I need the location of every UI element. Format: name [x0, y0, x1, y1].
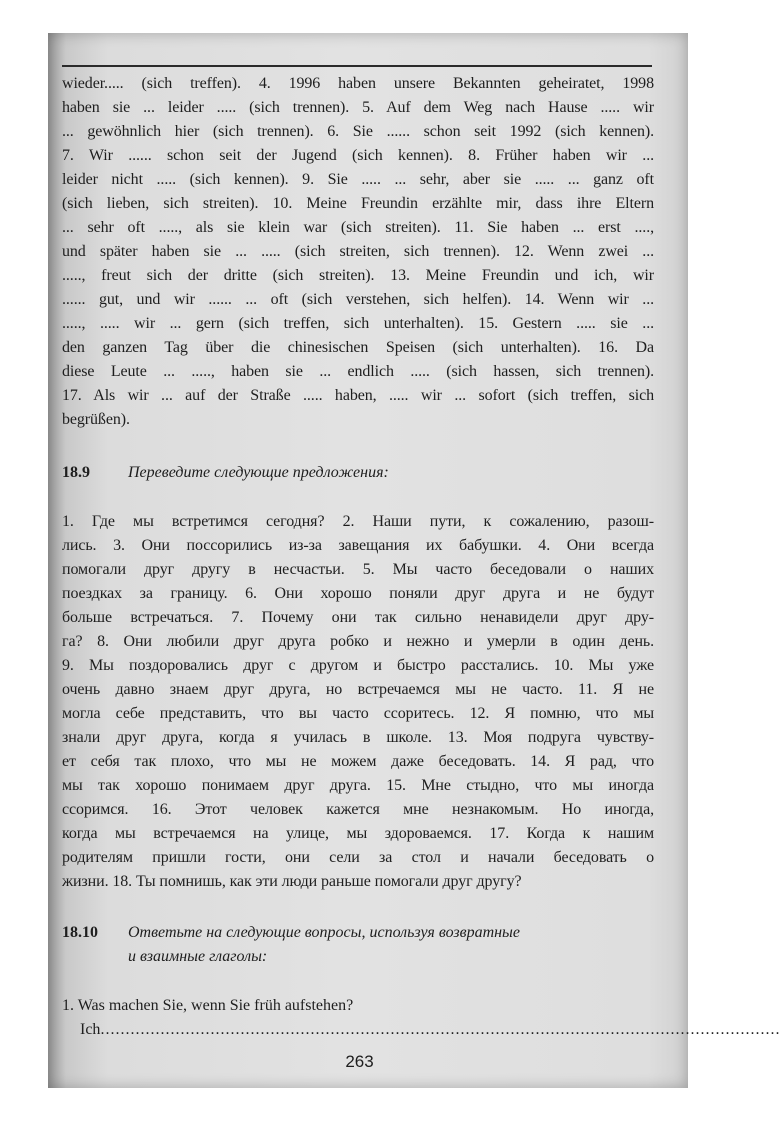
text-line: 9. Мы поздоровались друг с другом и быстро расстались. 10. Мы уже — [62, 657, 654, 674]
text-line: поездках за границу. 6. Они хорошо поняли друг друга и не будут — [62, 585, 654, 602]
text-line: когда мы встречаемся на улице, мы здороваемся. 17. Когда к нашим — [62, 825, 654, 842]
exercise-question: 1. Was machen Sie, wenn Sie früh aufstehen? — [62, 997, 354, 1014]
exercise-18-10-heading — [62, 922, 520, 944]
text-line: 7. Wir ...... schon seit der Jugend (sich kennen). 8. Früher haben wir ... — [62, 147, 654, 164]
exercise-18-10-heading-line2 — [128, 946, 267, 968]
text-line: ...... gut, und wir ...... ... oft (sich verstehen, sich helfen). 14. Wenn wir ... — [62, 291, 654, 308]
exercise-18-9-heading — [62, 462, 389, 484]
text-line: (sich lieben, sich streiten). 10. Meine Freundin erzählte mir, dass ihre Eltern — [62, 195, 654, 212]
text-line: den ganzen Tag über die chinesischen Speisen (sich unterhalten). 16. Da — [62, 339, 654, 356]
text-line: begrüßen). — [62, 411, 130, 428]
text-line: очень давно знаем друг друга, но встречаемся мы не часто. 11. Я не — [62, 681, 654, 698]
page-number: 263 — [345, 1052, 374, 1071]
text-line: больше встречаться. 7. Почему они так сильно ненавидели друг дру- — [62, 609, 654, 626]
text-line: ... sehr oft ....., als sie klein war (sich streiten). 11. Sie haben ... erst ...., — [62, 219, 654, 236]
answer-dots: ........................................................................................................................................ — [100, 1021, 780, 1038]
text-line: родителям пришли гости, они сели за стол и начали беседовать о — [62, 849, 654, 866]
text-line: ет себя так плохо, что мы не можем даже беседовать. 14. Я рад, что — [62, 753, 654, 770]
exercise-title-continued: и взаимные глаголы: — [128, 948, 268, 965]
text-line: ссоримся. 16. Этот человек кажется мне незнакомым. Но иногда, — [62, 801, 654, 818]
answer-start: Ich — [80, 1021, 101, 1038]
text-line: знали друг друга, когда я училась в школе. 13. Моя подруга чувству- — [62, 729, 654, 746]
text-line: wieder..... (sich treffen). 4. 1996 haben unsere Bekannten geheiratet, 1998 — [62, 75, 654, 92]
exercise-number: 18.10 — [62, 924, 98, 941]
text-line: und später haben sie ... ..... (sich streiten, sich trennen). 12. Wenn zwei ... — [62, 243, 654, 260]
text-line: жизни. 18. Ты помнишь, как эти люди раньше помогали друг другу? — [62, 873, 522, 890]
text-line: мы так хорошо понимаем друг друга. 15. Мне стыдно, что мы иногда — [62, 777, 654, 794]
text-line: diese Leute ... ....., haben sie ... endlich ..... (sich hassen, sich trennen). — [62, 363, 654, 380]
text-line: лись. 3. Они поссорились из-за завещания их бабушки. 4. Они всегда — [62, 537, 654, 554]
answer-line[interactable] — [80, 1019, 780, 1041]
exercise-number: 18.9 — [62, 464, 90, 481]
text-line: leider nicht ..... (sich kennen). 9. Sie ..... ... sehr, aber sie ..... ... ganz oft — [62, 171, 654, 188]
text-line: га? 8. Они любили друг друга робко и нежно и умерли в один день. — [62, 633, 654, 650]
text-line: ... gewöhnlich hier (sich trennen). 6. Sie ...... schon seit 1992 (sich kennen). — [62, 123, 654, 140]
text-line: haben sie ... leider ..... (sich trennen). 5. Auf dem Weg nach Hause ..... wir — [62, 99, 654, 116]
exercise-title: Переведите следующие предложения: — [128, 464, 389, 481]
exercise-title: Ответьте на следующие вопросы, используя возвратные — [128, 924, 520, 941]
text-line: ....., ..... wir ... gern (sich treffen, sich unterhalten). 15. Gestern ..... sie ... — [62, 315, 654, 332]
text-line: могла себе представить, что вы часто ссоритесь. 12. Я помню, что мы — [62, 705, 654, 722]
text-line: ....., freut sich der dritte (sich streiten). 13. Meine Freundin und ich, wir — [62, 267, 654, 284]
text-line: помогали друг другу в несчастьи. 5. Мы часто беседовали о наших — [62, 561, 654, 578]
text-line: 17. Als wir ... auf der Straße ..... haben, ..... wir ... sofort (sich treffen, sich — [62, 387, 654, 404]
text-line: 1. Где мы встретимся сегодня? 2. Наши пути, к сожалению, разош- — [62, 513, 654, 530]
header-rule — [62, 65, 652, 67]
